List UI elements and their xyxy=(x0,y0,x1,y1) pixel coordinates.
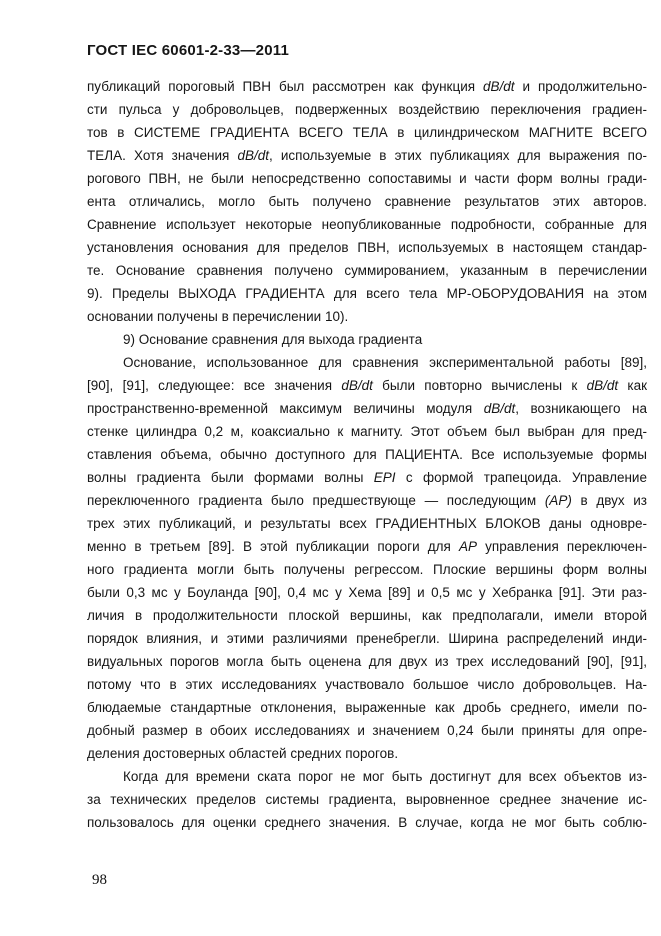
text-line xyxy=(87,420,647,443)
text-line xyxy=(87,167,647,190)
italic-text-run: dB/dt xyxy=(483,79,515,94)
text-line xyxy=(87,650,647,673)
text-run: публикаций пороговый ПВН был рассмотрен как функция xyxy=(87,79,483,94)
text-line xyxy=(87,627,647,650)
text-line xyxy=(87,535,647,558)
text-line xyxy=(87,443,647,466)
text-run: , возникающего на xyxy=(515,401,647,416)
text-line xyxy=(87,305,647,328)
text-run: [90], [91], следующее: все значения xyxy=(87,378,342,393)
text-line xyxy=(87,75,647,98)
text-line xyxy=(87,259,647,282)
text-run: волны градиента были формами волны xyxy=(87,470,374,485)
paragraph xyxy=(87,328,647,351)
text-run: деления достоверных областей средних порогов. xyxy=(87,746,399,761)
text-line xyxy=(87,581,647,604)
text-line xyxy=(87,604,647,627)
text-run: управления переключен- xyxy=(477,539,647,554)
text-line xyxy=(87,719,647,742)
italic-text-run: dB/dt xyxy=(586,378,619,393)
text-line xyxy=(87,98,647,121)
text-run: с формой трапецоида. Управление xyxy=(395,470,647,485)
text-run: были повторно вычислены к xyxy=(372,378,587,393)
text-run: Когда для времени ската порог не мог быть достигнут для всех объектов из- xyxy=(123,769,647,784)
text-run: переключенного градиента было предшествующе — последующим xyxy=(87,493,545,508)
text-line xyxy=(87,742,647,765)
italic-text-run: AP xyxy=(458,539,477,554)
text-run: в двух из xyxy=(571,493,647,508)
text-run: добный размер в обоих исследованиях и значением 0,24 были приняты для опре- xyxy=(87,723,647,738)
text-run: блюдаемые стандартные отклонения, выраженные как дробь среднего, имели по- xyxy=(87,700,647,715)
text-run: пользовалось для оценки среднего значения. В случае, когда не мог быть соблю- xyxy=(87,815,647,830)
text-line xyxy=(87,765,647,788)
paragraph xyxy=(87,75,647,328)
text-line xyxy=(87,351,647,374)
text-line xyxy=(87,696,647,719)
text-run: , используемые в этих публикациях для выражения по- xyxy=(268,148,647,163)
text-run: менно в третьем [89]. В этой публикации пороги для xyxy=(87,539,459,554)
text-line xyxy=(87,328,647,351)
text-run: рогового ПВН, не были непосредственно сопоставимы и части форм волны гради- xyxy=(87,171,647,186)
text-run: сти пульса у добровольцев, подверженных воздействию переключения градиен- xyxy=(87,102,647,117)
italic-text-run: dB/dt xyxy=(237,148,269,163)
text-run: потому что в этих исследованиях участвовало большое число добровольцев. На- xyxy=(87,677,647,692)
text-run: порядок влияния, и этими различиями пренебрегли. Ширина распределений инди- xyxy=(87,631,647,646)
page-number: 98 xyxy=(92,872,107,888)
text-run: как xyxy=(618,378,648,393)
text-run: стенке цилиндра 0,2 м, коаксиально к магниту. Этот объем был выбран для пред- xyxy=(87,424,647,439)
text-line xyxy=(87,466,647,489)
text-run: установления основания для пределов ПВН, используемых в настоящем стандар- xyxy=(87,240,647,255)
text-run: 9). Пределы ВЫХОДА ГРАДИЕНТА для всего тела МР-ОБОРУДОВАНИЯ на этом xyxy=(87,286,647,301)
text-run: за технических пределов системы градиента, выровненное среднее значение ис- xyxy=(87,792,647,807)
text-run: Основание, использованное для сравнения экспериментальной работы [89], xyxy=(123,355,647,370)
italic-text-run: dB/dt xyxy=(483,401,516,416)
italic-text-run: (AP) xyxy=(544,493,572,508)
text-run: пространственно-временной максимум величины модуля xyxy=(87,401,484,416)
text-line xyxy=(87,489,647,512)
text-run: и продолжительно- xyxy=(514,79,647,94)
text-line xyxy=(87,788,647,811)
text-line xyxy=(87,512,647,535)
document-body xyxy=(87,75,647,834)
paragraph xyxy=(87,351,647,765)
text-line xyxy=(87,397,647,420)
text-run: ТЕЛА. Хотя значения xyxy=(87,148,238,163)
text-line xyxy=(87,282,647,305)
text-line xyxy=(87,811,647,834)
text-run: основании получены в перечислении 10). xyxy=(87,309,349,324)
text-line xyxy=(87,374,647,397)
text-run: 9) Основание сравнения для выхода градиента xyxy=(123,332,423,347)
italic-text-run: EPI xyxy=(373,470,396,485)
text-line xyxy=(87,673,647,696)
text-line xyxy=(87,213,647,236)
text-line xyxy=(87,144,647,167)
paragraph xyxy=(87,765,647,834)
text-run: тов в СИСТЕМЕ ГРАДИЕНТА ВСЕГО ТЕЛА в цилиндрическом МАГНИТЕ ВСЕГО xyxy=(87,125,647,140)
text-run: видуальных порогов могла быть оценена для двух из трех исследований [90], [91], xyxy=(87,654,647,669)
text-run: ного градиента могли быть получены регрессом. Плоские вершины форм волны xyxy=(87,562,647,577)
text-run: личия в продолжительности плоской вершины, как предполагали, имели второй xyxy=(87,608,647,623)
text-line xyxy=(87,558,647,581)
text-line xyxy=(87,236,647,259)
text-line xyxy=(87,190,647,213)
text-line xyxy=(87,121,647,144)
italic-text-run: dB/dt xyxy=(341,378,373,393)
text-run: ставления объема, обычно доступного для ПАЦИЕНТА. Все используемые формы xyxy=(87,447,647,462)
text-run: ента отличались, могло быть получено сравнение результатов этих авторов. xyxy=(87,194,647,209)
text-run: были 0,3 мс у Боуланда [90], 0,4 мс у Хема [89] и 0,5 мс у Хебранка [91]. Эти раз- xyxy=(87,585,647,600)
text-run: Сравнение использует некоторые неопубликованные подробности, собранные для xyxy=(87,217,647,232)
text-run: те. Основание сравнения получено суммированием, указанным в перечислении xyxy=(87,263,647,278)
standard-designation-header: ГОСТ IEC 60601-2-33—2011 xyxy=(87,42,290,59)
text-run: трех этих публикаций, и результаты всех ГРАДИЕНТНЫХ БЛОКОВ даны одновре- xyxy=(87,516,647,531)
